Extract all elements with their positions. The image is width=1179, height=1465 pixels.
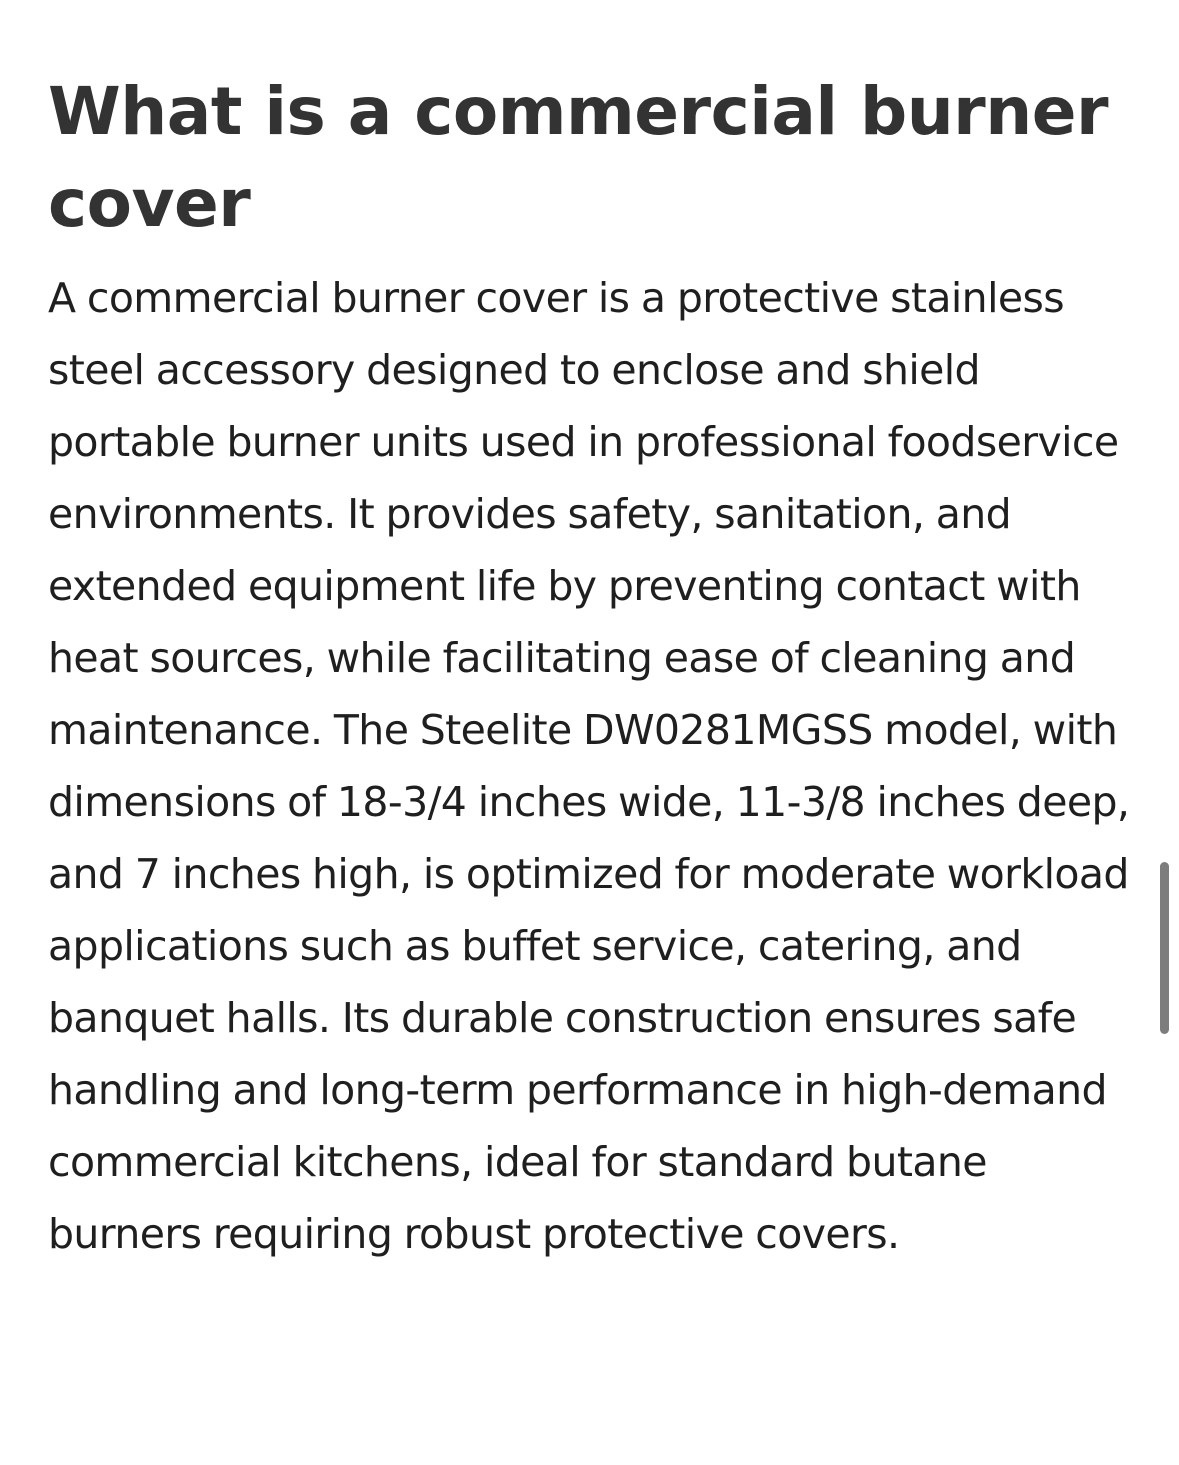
article-heading: What is a commercial burner cover	[48, 73, 1109, 242]
vertical-scrollbar[interactable]	[1160, 862, 1169, 1034]
article-content	[48, 66, 1138, 1270]
article-body: A commercial burner cover is a protective stainless steel accessory designed to enclose and shield portable burner units used in professional foodservice environments. It provides safety, sanitation, and extended equipment life by preventing contact with heat sources, while facilitating ease of cleaning and maintenance. The Steelite DW0281MGSS model, with dimensions of 18-3/4 inches wide, 11-3/8 inches deep, and 7 inches high, is optimized for moderate workload applications such as buffet service, catering, and banquet halls. Its durable construction ensures safe handling and long-term performance in high-demand commercial kitchens, ideal for standard butane burners requiring robust protective covers.	[48, 274, 1130, 1258]
